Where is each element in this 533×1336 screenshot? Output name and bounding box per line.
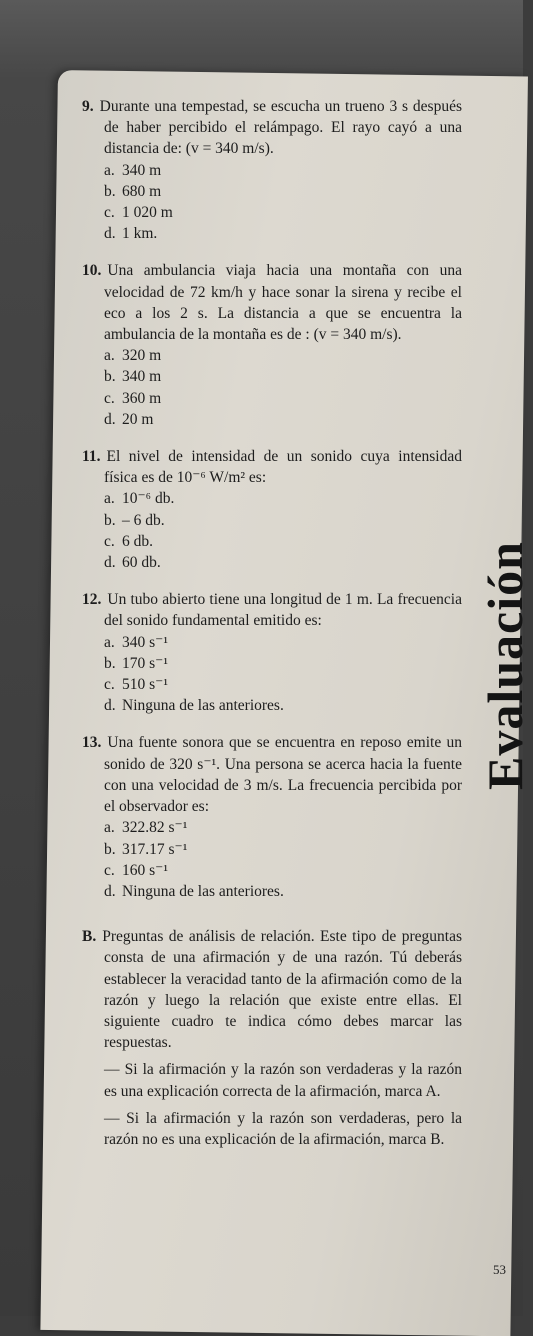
option-d: d. 1 km.: [104, 225, 158, 243]
option-b: b. 170 s⁻¹: [104, 654, 168, 672]
question-11: [82, 446, 462, 573]
question-text: Una fuente sonora que se encuentra en reposo emite un sonido de 320 s⁻¹. Una persona se acerca hacia la fuente con una velocidad de 3 m/s. La frecuencia percibida por el observador es:: [104, 734, 462, 816]
option-a: a. 340 s⁻¹: [104, 633, 168, 651]
side-label: Evaluación: [477, 541, 533, 790]
option-c: c. 160 s⁻¹: [104, 861, 168, 879]
option-b: b. 680 m: [104, 182, 162, 200]
question-number: 13.: [82, 734, 102, 752]
option-c: c. 6 db.: [104, 532, 153, 550]
option-c: c. 360 m: [104, 389, 162, 407]
section-intro: Preguntas de análisis de relación. Este tipo de preguntas consta de una afirmación y de una razón. Tú deberás establecer la veracidad tanto de la afirmación como de la razón y luego la relación que existe entre ellas. El siguiente cuadro te indica cómo debes marcar las respuestas.: [102, 928, 462, 1052]
option-d: d. 20 m: [104, 410, 154, 428]
question-number: 12.: [82, 591, 102, 609]
option-d: d. Ninguna de las anteriores.: [104, 697, 284, 715]
question-list: [82, 96, 462, 1150]
rule-a: — Si la afirmación y la razón son verdaderas y la razón es una explicación correcta de la afirmación, marca A.: [104, 1061, 462, 1100]
section-b: [82, 926, 462, 1150]
question-text: Un tubo abierto tiene una longitud de 1 m. La frecuencia del sonido fundamental emitido es:: [104, 591, 462, 630]
option-a: a. 322.82 s⁻¹: [104, 819, 188, 837]
question-12: [82, 589, 462, 716]
option-a: a. 320 m: [104, 347, 162, 365]
option-b: b. – 6 db.: [104, 511, 165, 529]
option-d: d. 60 db.: [104, 554, 161, 572]
page-number: 53: [493, 1262, 506, 1277]
option-a: a. 340 m: [104, 161, 162, 179]
option-d: d. Ninguna de las anteriores.: [104, 882, 284, 900]
question-9: [82, 96, 462, 244]
question-text: Durante una tempestad, se escucha un trueno 3 s después de haber percibido el relámpago. El rayo cayó a una distancia de: (v = 340 m/s).: [99, 98, 462, 158]
question-number: 11.: [82, 448, 101, 466]
question-10: [82, 260, 462, 430]
option-c: c. 510 s⁻¹: [104, 676, 168, 694]
option-a: a. 10⁻⁶ db.: [104, 490, 175, 508]
option-c: c. 1 020 m: [104, 204, 173, 222]
section-letter: B.: [82, 928, 97, 946]
question-text: Una ambulancia viaja hacia una montaña con una velocidad de 72 km/h y hace sonar la sirena y recibe el eco a los 2 s. La distancia a que se encuentra la ambulancia de la montaña es de : (v = 340 m/s).: [104, 262, 462, 344]
option-b: b. 317.17 s⁻¹: [104, 840, 188, 858]
rule-b: — Si la afirmación y la razón son verdaderas, pero la razón no es una explicación de la afirmación, marca B.: [104, 1109, 462, 1148]
question-text: El nivel de intensidad de un sonido cuya intensidad física es de 10⁻⁶ W/m² es:: [104, 448, 462, 487]
question-number: 10.: [82, 262, 102, 280]
option-b: b. 340 m: [104, 368, 162, 386]
question-number: 9.: [82, 98, 94, 115]
question-13: [82, 732, 462, 902]
